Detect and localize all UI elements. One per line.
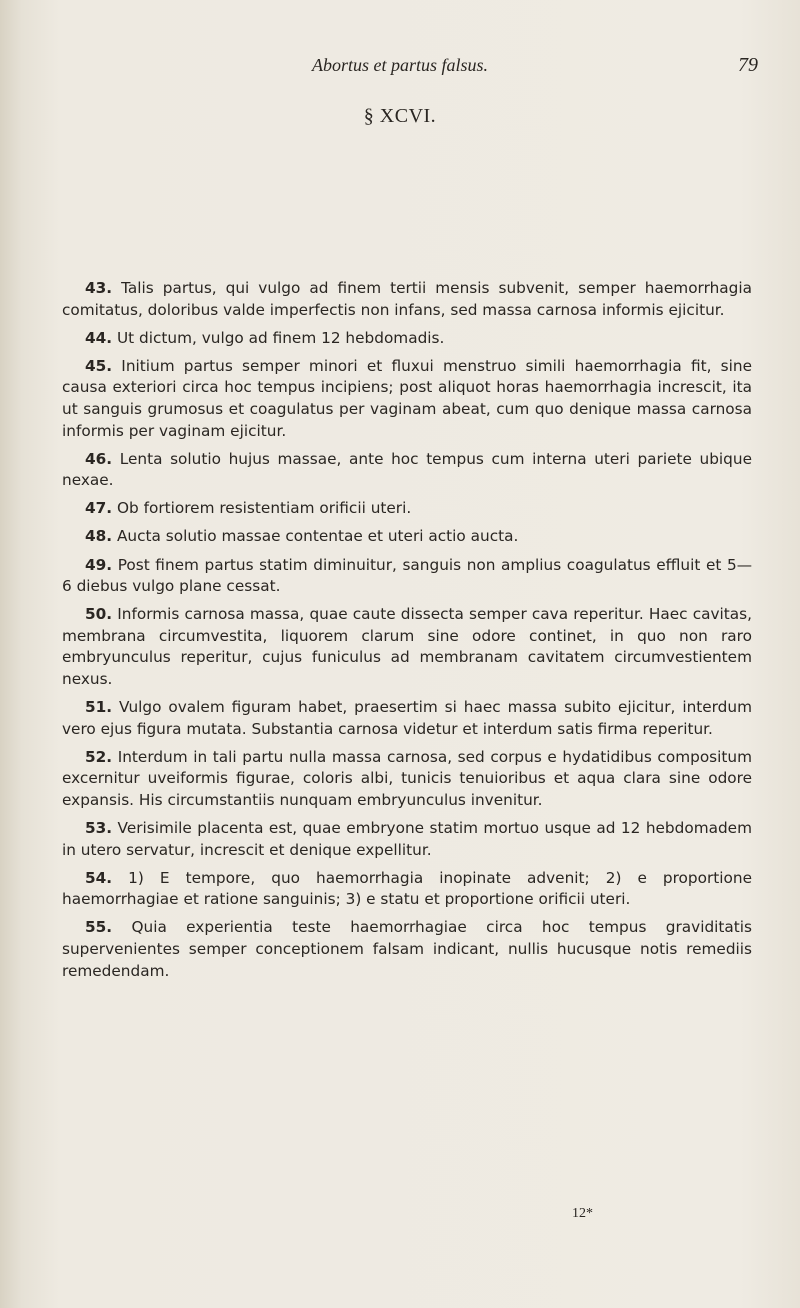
paragraph-text: Verisimile placenta est, quae embryone statim mortuo usque ad 12 hebdomadem in utero servatur, increscit et denique expellitur. (62, 819, 752, 859)
paragraph-number: 51. (85, 698, 113, 717)
paragraph-48 (62, 526, 752, 548)
paragraph-text: Lenta solutio hujus massae, ante hoc tempus cum interna uteri pariete ubique nexae. (62, 449, 752, 490)
paragraph-number: 49. (85, 555, 113, 574)
paragraph-44 (62, 328, 752, 350)
paragraph-text: 1) E tempore, quo haemorrhagia inopinate advenit; 2) e proportione haemorrhagiae et ratione sanguinis; 3) e statu et proportione orificii uteri. (62, 868, 752, 909)
paragraph-49 (62, 555, 752, 598)
paragraph-52 (62, 747, 752, 812)
paragraph-55 (62, 917, 752, 982)
paragraph-text: Vulgo ovalem figuram habet, praesertim si haec massa subito ejicitur, interdum vero ejus figura mutata. Substantia carnosa videtur et interdum satis firma reperitur. (62, 698, 752, 738)
paragraph-number: 48. (85, 527, 113, 546)
paragraph-number: 46. (85, 449, 113, 468)
paragraph-number: 55. (85, 918, 113, 937)
paragraph-text: Interdum in tali partu nulla massa carnosa, sed corpus e hydatidibus compositum excernitur uveiformis figurae, coloris albi, tunicis tenuioribus et aqua clara sine odore expansis. His circumstantiis nunquam embryunculus invenitur. (62, 747, 752, 809)
page-number: 79 (738, 54, 758, 76)
section-title: § XCVI. (363, 105, 437, 127)
paragraph-text: Quia experientia teste haemorrhagiae circa hoc tempus graviditatis supervenientes semper conceptionem falsam indicant, nullis hucusque notis remediis remedendam. (62, 918, 752, 980)
paragraph-number: 43. (85, 279, 113, 297)
paragraph-text: Aucta solutio massae contentae et uteri actio aucta. (112, 527, 519, 546)
paragraph-number: 45. (85, 356, 113, 375)
paragraph-text: Ut dictum, vulgo ad finem 12 hebdomadis. (112, 328, 445, 347)
paragraph-43 (62, 278, 752, 321)
paragraph-text: Initium partus semper minori et fluxui menstruo simili haemorrhagia fit, sine causa exteriori circa hoc tempus incipiens; post aliquot horas haemorrhagia increscit, ita ut sanguis grumosus et coagulatus per vaginam abeat, cum quo denique massa carnosa informis per vaginam ejicitur. (62, 356, 752, 440)
body-text (62, 278, 752, 989)
paragraph-number: 50. (85, 605, 113, 624)
paragraph-50 (62, 604, 752, 690)
paragraph-47 (62, 498, 752, 520)
paragraph-number: 44. (85, 328, 113, 347)
paragraph-46 (62, 449, 752, 492)
paragraph-text: Ob fortiorem resistentiam orificii uteri. (112, 499, 412, 518)
paragraph-number: 47. (85, 499, 113, 518)
paragraph-number: 53. (85, 819, 113, 838)
paragraph-51 (62, 697, 752, 740)
signature-mark: 12* (572, 1206, 593, 1221)
paragraph-number: 54. (85, 868, 113, 887)
paragraph-text: Informis carnosa massa, quae caute dissecta semper cava reperitur. Haec cavitas, membrana circumvestita, liquorem clarum sine odore continet, in quo non raro embryunculus reperitur, cujus funiculus ad membranam cavitatem circumvestientem nexus. (62, 605, 752, 688)
paragraph-53 (62, 818, 752, 861)
page-header (40, 50, 760, 80)
running-head: Abortus et partus falsus. (311, 55, 489, 75)
paragraph-54 (62, 868, 752, 911)
paragraph-number: 52. (85, 747, 113, 766)
paragraph-text: Talis partus, qui vulgo ad finem tertii mensis subvenit, semper haemorrhagia comitatus, doloribus valde imperfectis non infans, sed massa carnosa informis ejicitur. (62, 279, 752, 319)
paragraph-45 (62, 356, 752, 442)
paragraph-text: Post finem partus statim diminuitur, sanguis non amplius coagulatus effluit et 5—6 diebus vulgo plane cessat. (62, 555, 752, 596)
